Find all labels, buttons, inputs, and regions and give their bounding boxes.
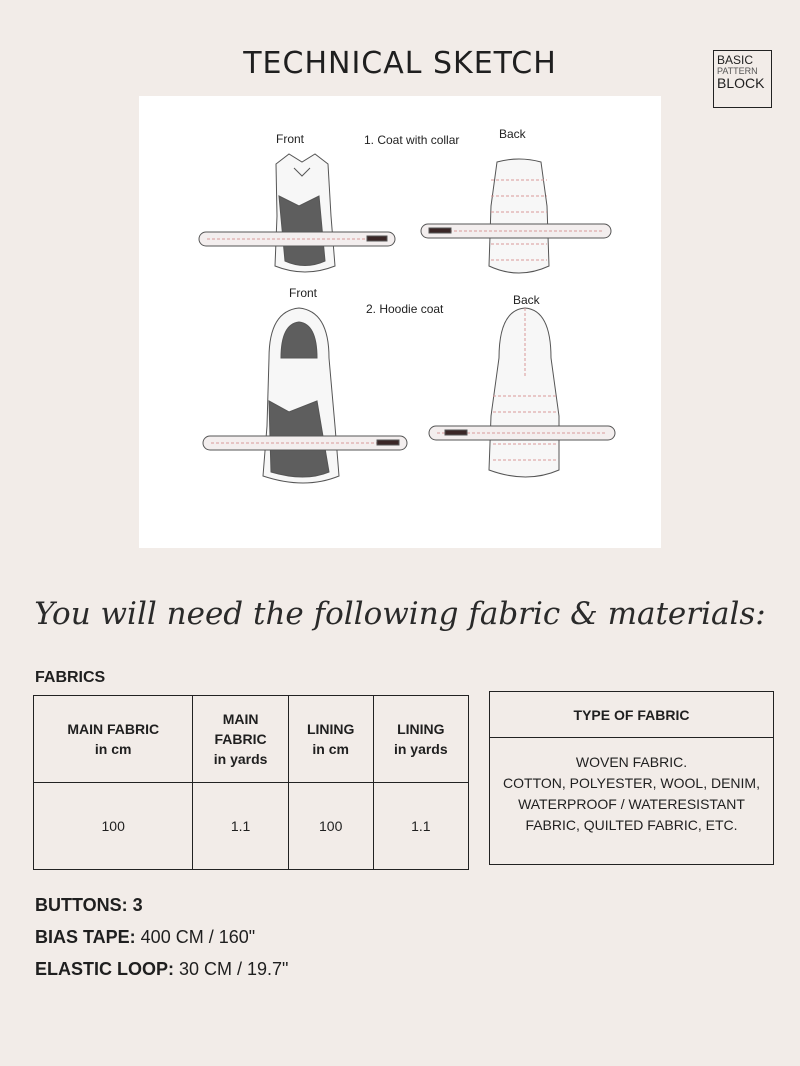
header-lining-yards: LINING in yards	[373, 696, 468, 783]
value-main-fabric-cm: 100	[34, 783, 193, 870]
table-header-row	[34, 696, 469, 783]
fabric-quantity-table	[33, 695, 469, 870]
material-bias-tape	[35, 925, 288, 957]
header-lining-cm: LINING in cm	[288, 696, 373, 783]
fabric-type-line: WOVEN FABRIC.	[575, 754, 688, 770]
logo-line-1: BASIC	[717, 53, 754, 67]
label-front-2: Front	[289, 286, 318, 300]
page-title: TECHNICAL SKETCH	[243, 46, 557, 81]
header-main-fabric-yards: MAIN FABRIC in yards	[193, 696, 288, 783]
material-value: 30 CM / 19.7"	[174, 959, 289, 979]
coat-collar-back-drawing	[421, 159, 611, 273]
type-of-fabric-header: TYPE OF FABRIC	[490, 692, 773, 738]
value-lining-yards: 1.1	[373, 783, 468, 870]
technical-sketch-drawing	[139, 96, 661, 548]
material-value: 400 CM / 160"	[135, 927, 256, 947]
brand-logo	[713, 50, 772, 108]
materials-subtitle: You will need the following fabric & materials:	[34, 596, 766, 632]
label-back-1: Back	[499, 127, 526, 141]
logo-line-3: BLOCK	[717, 75, 765, 91]
fabric-type-line: FABRIC, QUILTED FABRIC, ETC.	[525, 817, 738, 833]
materials-list	[35, 893, 288, 989]
hoodie-coat-front-drawing	[203, 308, 407, 483]
fabric-type-line: COTTON, POLYESTER, WOOL, DENIM,	[503, 775, 760, 791]
technical-sketch-panel	[139, 96, 661, 548]
material-label: ELASTIC LOOP:	[35, 959, 174, 979]
hoodie-coat-back-drawing	[429, 308, 615, 477]
type-of-fabric-body	[490, 738, 773, 836]
material-label: BIAS TAPE:	[35, 927, 136, 947]
material-label: BUTTONS: 3	[35, 895, 143, 915]
label-front-1: Front	[276, 132, 305, 146]
table-row	[34, 783, 469, 870]
label-coat-with-collar: 1. Coat with collar	[364, 133, 460, 147]
label-back-2: Back	[513, 293, 540, 307]
label-hoodie-coat: 2. Hoodie coat	[366, 302, 444, 316]
type-of-fabric-box	[489, 691, 774, 865]
logo-line-2: PATTERN	[717, 66, 758, 76]
header-main-fabric-cm: MAIN FABRIC in cm	[34, 696, 193, 783]
fabric-type-line: WATERPROOF / WATERESISTANT	[518, 796, 745, 812]
material-elastic-loop	[35, 957, 288, 989]
fabrics-label: FABRICS	[35, 669, 106, 686]
coat-collar-front-drawing	[199, 154, 395, 272]
value-lining-cm: 100	[288, 783, 373, 870]
material-buttons	[35, 893, 288, 925]
value-main-fabric-yards: 1.1	[193, 783, 288, 870]
